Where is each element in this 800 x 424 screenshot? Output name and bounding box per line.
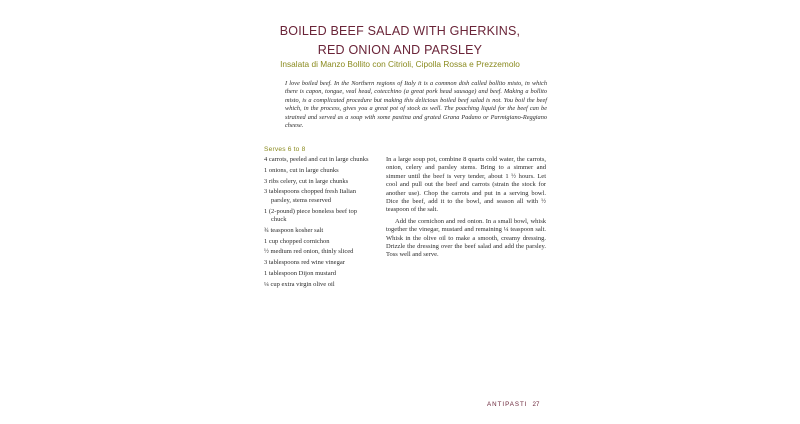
ingredient-item: 3 tablespoons chopped fresh Italian parsley, stems reserved — [264, 188, 357, 204]
section-name: ANTIPASTI — [487, 401, 528, 408]
method-paragraph: In a large soup pot, combine 8 quarts cold water, the carrots, onion, celery and parsley stems. Bring to a simmer and simmer until the beef is very tender, about 1 ½ hours. Let cool and pull out the beef and carrots (strain the stock for another use). Chop the carrots and put in a serving bowl. Dice the beef, add it to the bowl, and season all with ½ teaspoon of the salt. — [386, 156, 546, 214]
ingredient-item: ¾ teaspoon kosher salt — [264, 226, 324, 234]
recipe-title — [260, 22, 540, 60]
serves-heading: Serves 6 to 8 — [264, 146, 306, 153]
ingredient-item: 1 cup chopped cornichon — [264, 237, 330, 245]
ingredient-item: ½ medium red onion, thinly sliced — [264, 248, 354, 256]
recipe-title-line-1: BOILED BEEF SALAD WITH GHERKINS, — [279, 24, 521, 38]
ingredient-item: 3 ribs celery, cut in large chunks — [264, 177, 349, 185]
ingredient-item: ¼ cup extra virgin olive oil — [264, 280, 335, 288]
ingredient-item: 4 carrots, peeled and cut in large chunks — [264, 156, 369, 163]
page-number: 27 — [532, 401, 540, 408]
ingredient-item: 1 onions, cut in large chunks — [264, 166, 339, 174]
page-footer — [487, 401, 539, 409]
recipe-italian-subtitle: Insalata di Manzo Bollito con Citrioli, Cipolla Rossa e Prezzemolo — [280, 59, 520, 69]
method-text — [386, 156, 546, 263]
method-paragraph: Add the cornichon and red onion. In a small bowl, whisk together the vinegar, mustard and remaining ¼ teaspoon salt. Whisk in the olive oil to make a smooth, creamy dressing. Drizzle the dressing over the beef salad and add the parsley. Toss well and serve. — [386, 217, 546, 259]
ingredients-list — [264, 156, 374, 292]
recipe-intro: I love boiled beef. In the Northern regions of Italy it is a common dish called bollito misto, in which there is capon, tongue, veal head, cotecchino (a great pork head sausage) and beef. Making a bollito misto, is a complicated procedure but making this delicious boiled beef salad is not. You boil the beef which, in the process, gives you a great pot of stock as well. The poaching liquid for the beef can be strained and served as a soup with some pastina and grated Grana Padano or Parmigiano-Reggiano cheese. — [285, 80, 547, 130]
recipe-title-line-2: RED ONION AND PARSLEY — [317, 43, 483, 57]
ingredient-item: 3 tablespoons red wine vinegar — [264, 259, 345, 267]
ingredient-item: 1 tablespoon Dijon mustard — [264, 269, 337, 277]
ingredient-item: 1 (2-pound) piece boneless beef top chuck — [264, 207, 357, 223]
